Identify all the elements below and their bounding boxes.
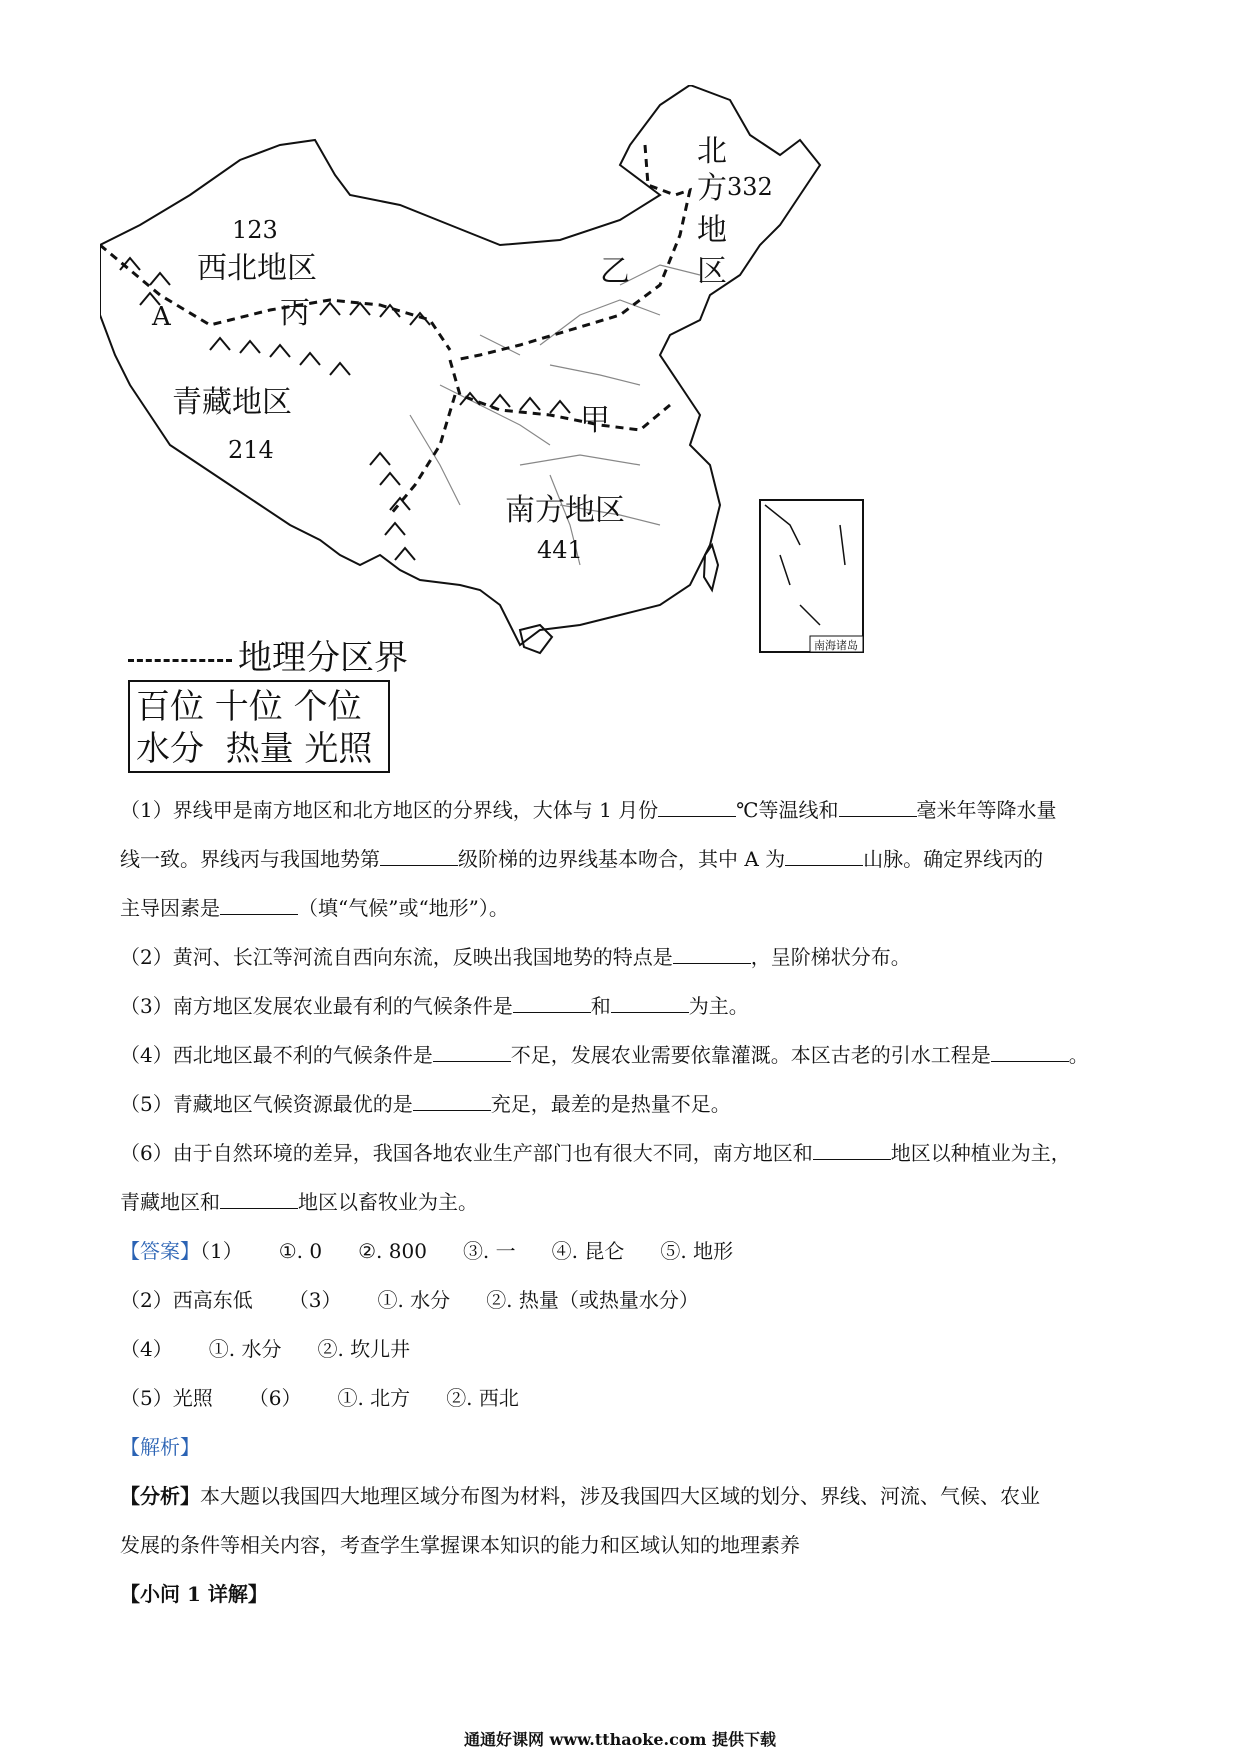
blank-q3-2[interactable] [611,994,689,1013]
south-sea-inset [760,500,863,652]
legend-row-1: 百位 十位 个位 [136,687,362,727]
blank-q1-2[interactable] [839,798,917,817]
blank-q6-1[interactable] [813,1141,891,1160]
q1-line-1 [120,798,1140,822]
legend-dash-icon [128,659,232,662]
answer-4-num: （4） [120,1337,173,1361]
northwest-label: 西北地区 [197,251,317,286]
south-label: 南方地区 [505,493,625,528]
north-code: 332 [727,173,773,201]
q1-line-2 [120,847,1140,871]
q1-line-3 [120,896,1140,920]
q3-line [120,994,1140,1018]
q1-text-c: 毫米年等降水量 [916,798,1057,822]
q1-text-e: 级阶梯的边界线基本吻合，其中 A 为 [458,847,786,871]
q4-text-a: （4）西北地区最不利的气候条件是 [120,1043,433,1067]
q2-line [120,945,1140,969]
answer-row-3 [120,1337,1140,1361]
qingzang-label: 青藏地区 [172,385,292,420]
q2-text-a: （2）黄河、长江等河流自西向东流，反映出我国地势的特点是 [120,945,673,969]
q6-line-2 [120,1190,1140,1214]
answer-4-2: ②. 坎儿井 [317,1337,411,1361]
q5-text-a: （5）青藏地区气候资源最优的是 [120,1092,413,1116]
q4-text-c: 。 [1068,1043,1089,1067]
fenxi-text-a: 本大题以我国四大地理区域分布图为材料，涉及我国四大区域的划分、界线、河流、气候、农业 [200,1484,1040,1508]
north-char-3: 地 [697,213,727,248]
analysis-tag: 【解析】 [120,1435,200,1459]
north-char-4: 区 [697,254,727,289]
answer-3-num: （3） [288,1288,342,1312]
q4-line [120,1043,1140,1067]
answer-2: （2）西高东低 [120,1288,253,1312]
boundary-yi-label: 乙 [600,254,630,289]
q1-text-b: ℃等温线和 [736,798,839,822]
answer-3-2: ②. 热量（或热量水分） [486,1288,699,1312]
blank-q1-4[interactable] [785,847,863,866]
answer-1-3: ③. 一 [462,1239,516,1263]
qingzang-code: 214 [228,436,274,464]
q6-text-d: 地区以畜牧业为主。 [298,1190,478,1214]
blank-q6-2[interactable] [220,1190,298,1209]
q3-text-a: （3）南方地区发展农业最有利的气候条件是 [120,994,513,1018]
blank-q4-1[interactable] [433,1043,511,1062]
blank-q1-3[interactable] [380,847,458,866]
point-a-label: A [152,302,171,332]
answer-tag: 【答案】 [120,1239,200,1263]
answer-1-1: ①. 0 [278,1239,323,1263]
answer-row-2 [120,1288,1140,1312]
answer-1-2: ②. 800 [358,1239,427,1263]
q5-line [120,1092,1140,1116]
q6-text-b: 地区以种植业为主， [890,1141,1071,1165]
blank-q5-1[interactable] [413,1092,491,1111]
blank-q3-1[interactable] [513,994,591,1013]
legend-row-2: 水分 热量 光照 [136,729,373,769]
q1-text-g: 主导因素是 [120,896,220,920]
q6-text-a: （6）由于自然环境的差异，我国各地农业生产部门也有很大不同，南方地区和 [120,1141,813,1165]
sub-question-1-heading: 【小问 1 详解】 [120,1582,268,1606]
footer: 通通好课网 www.tthaoke.com 提供下载 [463,1730,777,1749]
answer-1-num: （1） [200,1239,243,1263]
answer-6-num: （6） [248,1386,302,1410]
answer-3-1: ①. 水分 [377,1288,451,1312]
boundary-bing-label: 丙 [280,296,310,331]
q2-text-b: ，呈阶梯状分布。 [750,945,911,969]
blank-q1-5[interactable] [220,896,298,915]
northwest-code: 123 [232,216,278,244]
north-char-2: 方 [697,171,727,206]
q1-text-f: 山脉。确定界线丙的 [863,847,1044,871]
fenxi-line-2: 发展的条件等相关内容，考查学生掌握课本知识的能力和区域认知的地理素养 [120,1533,800,1557]
answer-6-2: ②. 西北 [446,1386,519,1410]
boundary-jia-label: 甲 [580,403,610,438]
blank-q1-1[interactable] [658,798,736,817]
q1-text-d: 线一致。界线丙与我国地势第 [120,847,380,871]
blank-q4-2[interactable] [991,1043,1069,1062]
q6-text-c: 青藏地区和 [120,1190,220,1214]
boundary-jia [450,360,670,430]
answer-row-4 [120,1386,1140,1410]
q3-text-c: 为主。 [688,994,749,1018]
answer-1-5: ⑤. 地形 [660,1239,734,1263]
q5-text-b: 充足，最差的是热量不足。 [490,1092,731,1116]
q4-text-b: 不足，发展农业需要依靠灌溉。本区古老的引水工程是 [510,1043,991,1067]
fenxi-tag: 【分析】 [120,1484,200,1508]
legend-boundary-label: 地理分区界 [238,638,408,678]
china-outline [100,85,820,645]
fenxi-line-1 [120,1484,1140,1508]
blank-q2-1[interactable] [673,945,751,964]
answer-5: （5）光照 [120,1386,213,1410]
q6-line-1 [120,1141,1140,1165]
answer-1-4: ④. 昆仑 [551,1239,625,1263]
boundary-yi [455,145,690,360]
legend-box [128,680,390,773]
q1-text-a: （1）界线甲是南方地区和北方地区的分界线，大体与 1 月份 [120,798,659,822]
answer-4-1: ①. 水分 [208,1337,282,1361]
south-code: 441 [537,536,583,564]
inset-label: 南海诸岛 [814,639,858,652]
answer-6-1: ①. 北方 [337,1386,411,1410]
q3-text-b: 和 [590,994,611,1018]
q1-text-h: （填“气候”或“地形”）。 [298,896,509,920]
legend-boundary [128,630,408,679]
north-char-1: 北 [697,134,727,169]
taiwan-island [704,545,718,590]
answer-row-1 [120,1239,1140,1263]
